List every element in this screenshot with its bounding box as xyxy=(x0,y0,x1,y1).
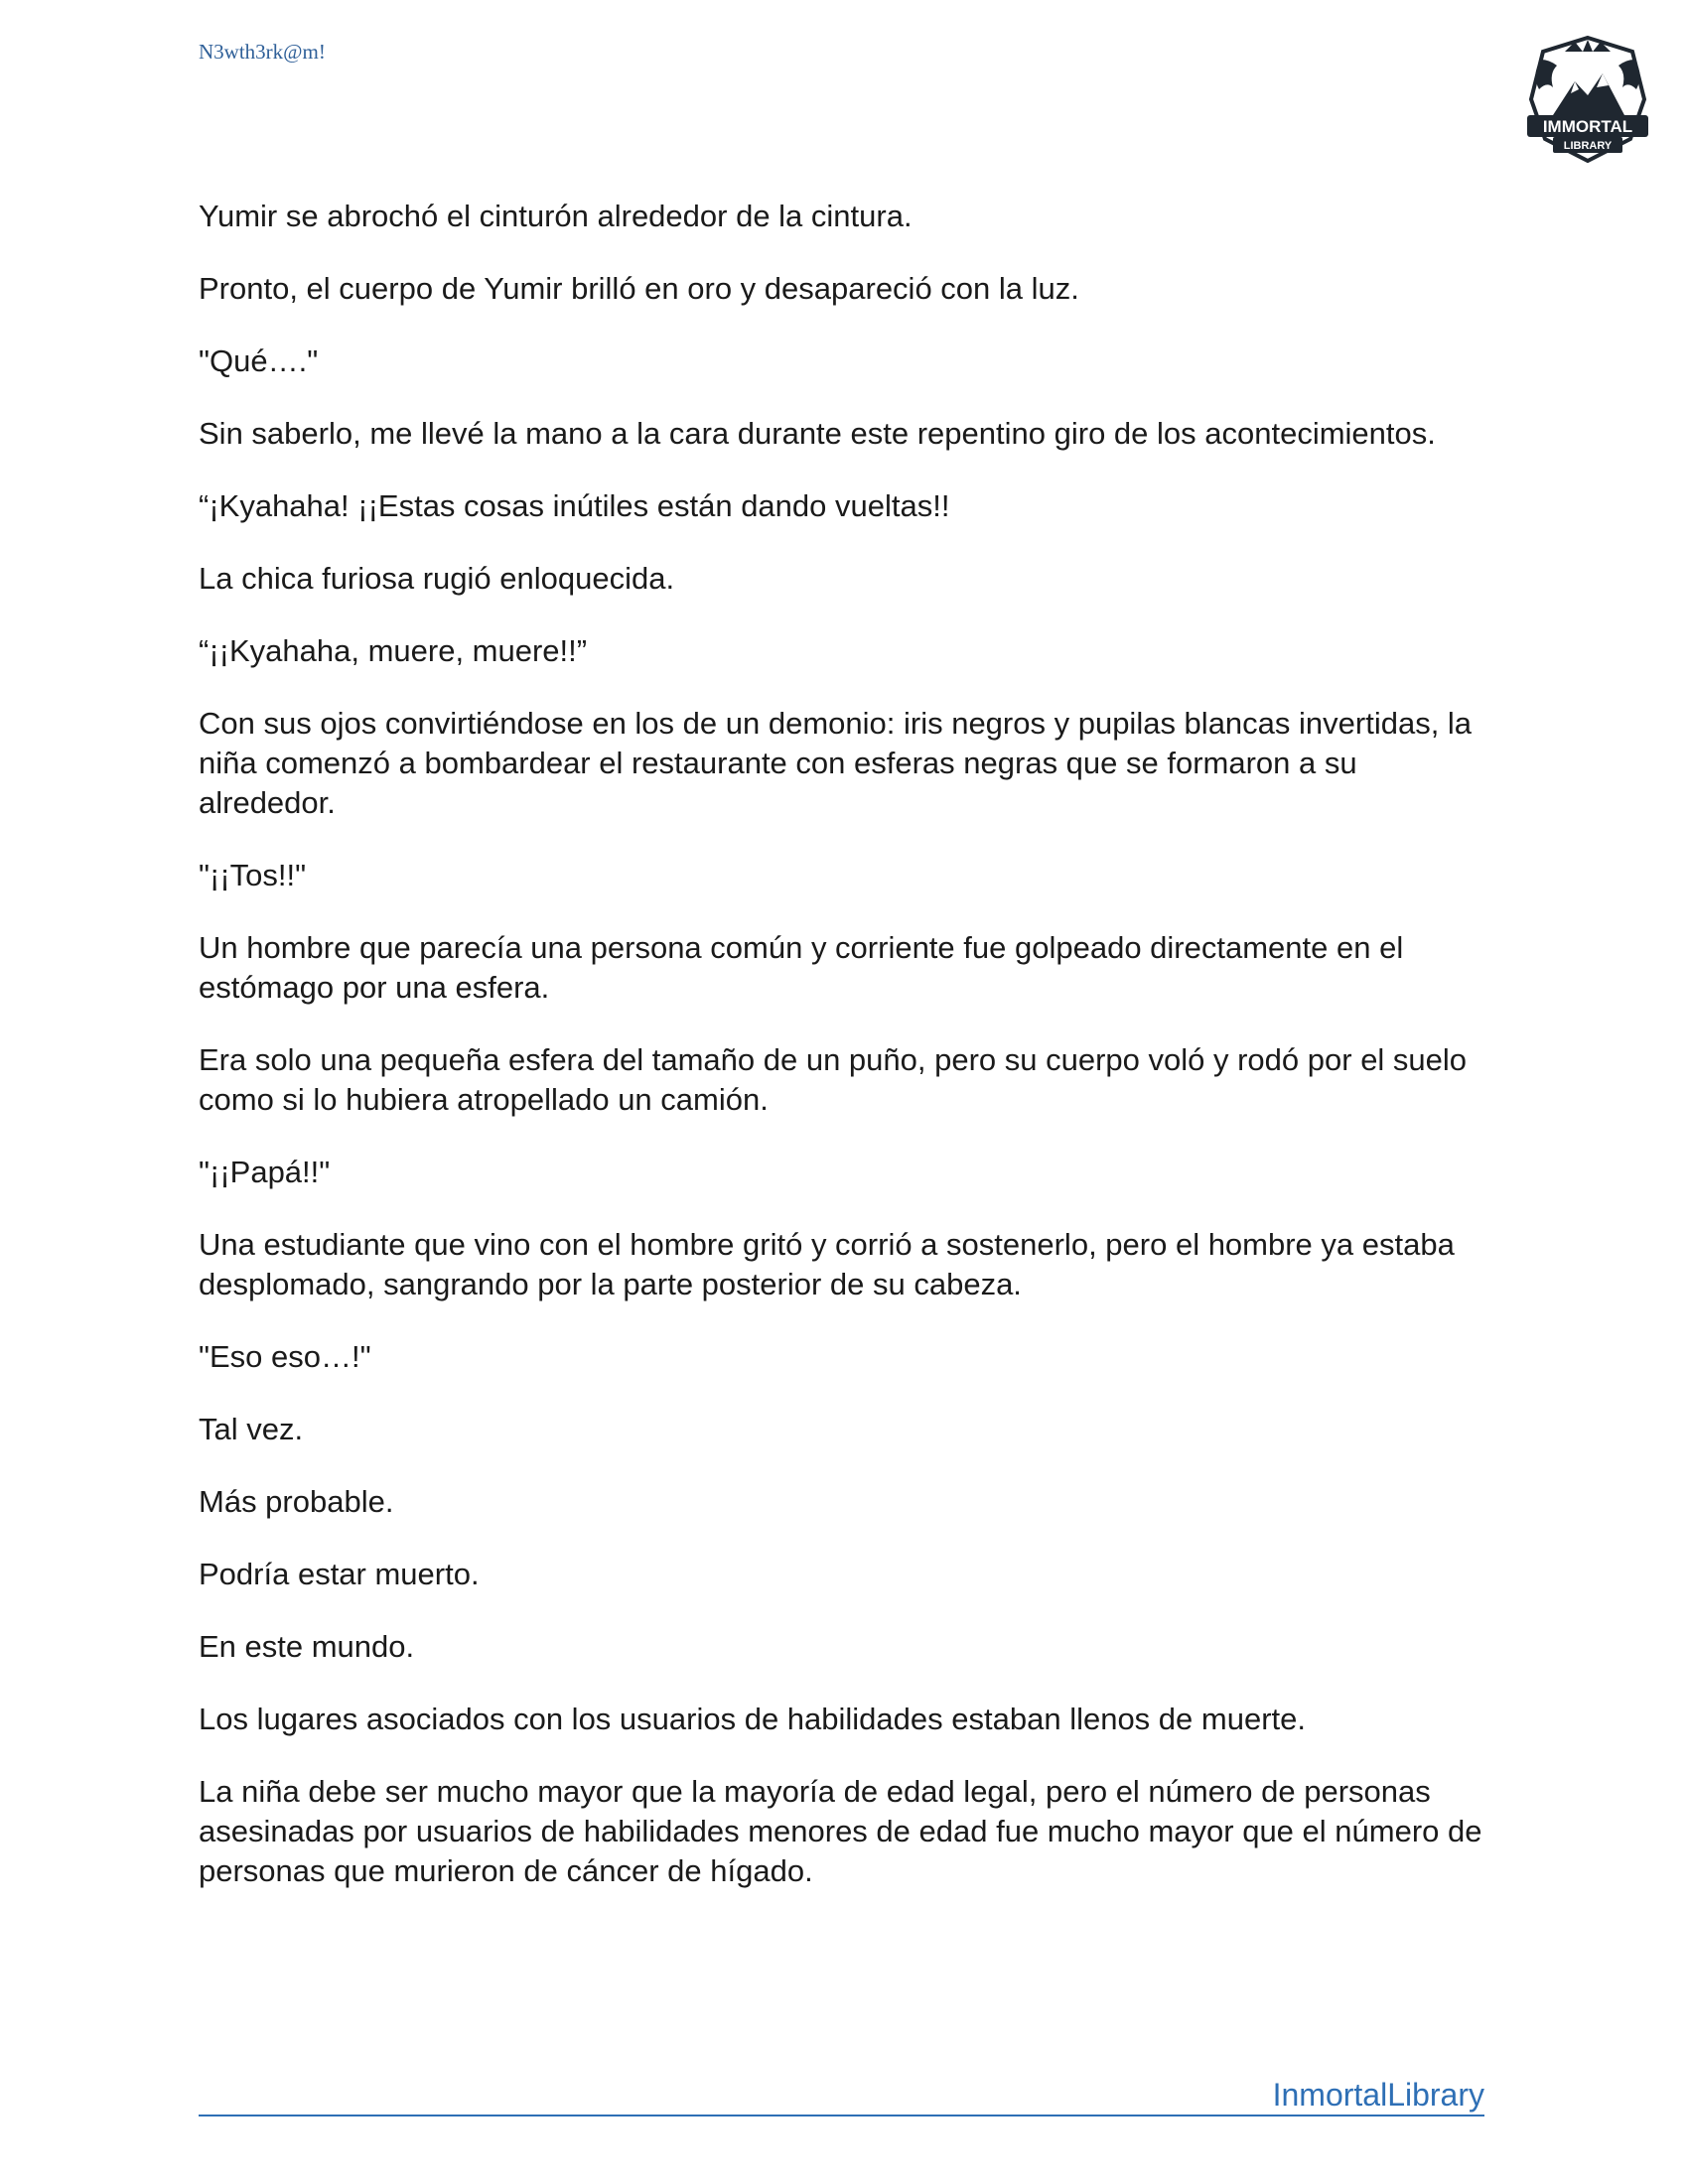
logo-line1: IMMORTAL xyxy=(1542,117,1633,136)
paragraph: La niña debe ser mucho mayor que la mayoría de edad legal, pero el número de personas asesinadas por usuarios de habilidades menores de edad fue mucho mayor que el número de personas que murieron de cáncer de hígado. xyxy=(199,1774,1482,1888)
paragraph: “¡¡Kyahaha, muere, muere!!” xyxy=(199,633,588,668)
paragraph: Sin saberlo, me llevé la mano a la cara durante este repentino giro de los acontecimientos. xyxy=(199,416,1436,451)
paragraph: Con sus ojos convirtiéndose en los de un demonio: iris negros y pupilas blancas invertidas, la niña comenzó a bombardear el restaurante con esferas negras que se formaron a su alrededor. xyxy=(199,706,1473,820)
paragraph: "¡¡Papá!!" xyxy=(199,1155,331,1189)
footer-link[interactable]: InmortalLibrary xyxy=(1272,2077,1484,2113)
paragraph: Tal vez. xyxy=(199,1412,304,1446)
paragraph: "¡¡Tos!!" xyxy=(199,858,307,892)
paragraph: Una estudiante que vino con el hombre gritó y corrió a sostenerlo, pero el hombre ya estaba desplomado, sangrando por la parte posterior de su cabeza. xyxy=(199,1227,1455,1301)
footer-divider xyxy=(199,2115,1484,2116)
immortal-library-logo xyxy=(1513,30,1662,169)
paragraph: Yumir se abrochó el cinturón alrededor de la cintura. xyxy=(199,199,913,233)
paragraph: Más probable. xyxy=(199,1484,394,1519)
paragraph: Pronto, el cuerpo de Yumir brilló en oro y desapareció con la luz. xyxy=(199,271,1079,306)
paragraph: Un hombre que parecía una persona común y corriente fue golpeado directamente en el estómago por una esfera. xyxy=(199,930,1404,1005)
paragraph: Podría estar muerto. xyxy=(199,1557,480,1591)
document-body xyxy=(199,197,1489,1924)
paragraph: "Qué…." xyxy=(199,343,319,378)
paragraph: Los lugares asociados con los usuarios de habilidades estaban llenos de muerte. xyxy=(199,1702,1306,1736)
paragraph: Era solo una pequeña esfera del tamaño de un puño, pero su cuerpo voló y rodó por el suelo como si lo hubiera atropellado un camión. xyxy=(199,1042,1468,1117)
logo-line2: LIBRARY xyxy=(1563,140,1613,152)
paragraph: La chica furiosa rugió enloquecida. xyxy=(199,561,675,596)
paragraph: "Eso eso…!" xyxy=(199,1339,371,1374)
header-tag: N3wth3rk@m! xyxy=(199,40,326,64)
paragraph: En este mundo. xyxy=(199,1629,415,1664)
paragraph: “¡Kyahaha! ¡¡Estas cosas inútiles están dando vueltas!! xyxy=(199,488,950,523)
